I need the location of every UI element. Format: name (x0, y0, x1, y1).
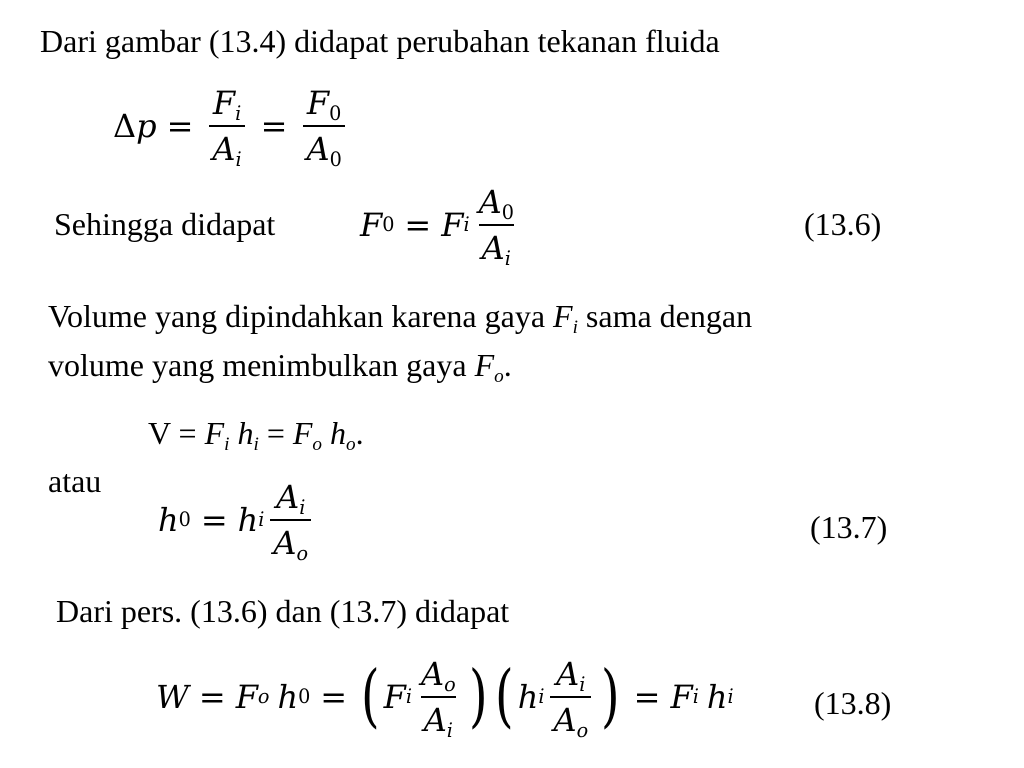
var-F: F (360, 206, 383, 244)
var-A: A (273, 524, 297, 562)
left-paren: ( (361, 657, 380, 736)
var-A: A (478, 183, 502, 221)
height-equation: h 0 = h i $\frac{A_i}{A_o}$ (158, 478, 317, 562)
volume-line-1 (48, 297, 753, 338)
fraction-ai-ao (550, 655, 591, 742)
sehingga-text: Sehingga didapat (54, 206, 276, 242)
sub-0: 0 (329, 147, 342, 171)
sub-i: i (405, 685, 412, 708)
volume-line-2-post: . (503, 347, 512, 383)
volume-line-1-pre: Volume yang dipindahkan karena gaya (48, 298, 554, 334)
var-A: A (306, 130, 330, 168)
sub-i: i (224, 433, 230, 455)
var-h: h (277, 678, 299, 716)
equals-sign: = (266, 415, 285, 451)
fraction-fi-ai (209, 84, 244, 171)
sub-i: i (692, 685, 699, 708)
var-A: A (212, 130, 236, 168)
var-F: F (441, 206, 464, 244)
sub-i: i (727, 685, 734, 708)
var-h: h (237, 501, 259, 539)
var-V: V (148, 415, 171, 451)
var-F: F (204, 415, 225, 451)
sub-o: o (444, 672, 456, 696)
var-F: F (306, 84, 330, 122)
fraction-a0-ai (476, 183, 517, 270)
var-F: F (383, 678, 406, 716)
sub-i: i (253, 433, 259, 455)
sub-i: i (538, 685, 545, 708)
var-F: F (553, 298, 573, 334)
period: . (355, 415, 364, 451)
volume-line-2 (48, 346, 512, 387)
var-h: h (517, 678, 539, 716)
dari-pers-text: Dari pers. (13.6) dan (13.7) didapat (56, 593, 510, 629)
equals-sign: = (633, 678, 661, 716)
sub-i: i (235, 101, 242, 125)
left-paren: ( (495, 657, 514, 736)
fraction-ai-ao (270, 478, 311, 565)
right-paren: ) (468, 657, 488, 736)
delta-symbol: Δ (113, 107, 137, 145)
right-paren: ) (601, 657, 620, 736)
sub-0: 0 (501, 200, 514, 224)
equals-sign: = (404, 206, 432, 244)
fraction-f0-a0 (303, 84, 344, 171)
work-equation: W = F o h 0 = ( F i $\frac{A_o}{A_i}$ ) ( h i $\frac{A_i}{A_o}$ ) = F i h i (156, 655, 734, 742)
var-A: A (556, 655, 580, 693)
sub-i: i (579, 672, 586, 696)
var-h: h (158, 501, 179, 539)
atau-text: atau (48, 463, 102, 499)
equals-sign: = (178, 415, 197, 451)
var-A: A (420, 655, 445, 693)
sub-o: o (312, 433, 322, 455)
sub-i: i (463, 213, 470, 236)
var-F: F (292, 415, 313, 451)
sub-i: i (572, 316, 578, 338)
var-p: p (136, 107, 157, 145)
sub-0: 0 (329, 101, 342, 125)
var-A: A (423, 701, 447, 739)
equals-sign: = (260, 107, 288, 145)
sub-i: i (258, 508, 265, 531)
var-F: F (212, 84, 236, 122)
equals-sign: = (320, 678, 348, 716)
sub-o: o (346, 433, 356, 455)
sub-o: o (257, 685, 270, 708)
volume-equation (148, 414, 364, 455)
sub-i: i (446, 718, 453, 742)
var-h: h (237, 415, 254, 451)
equation-number-13-7: (13.7) (810, 509, 888, 545)
var-h: h (706, 678, 728, 716)
pressure-equation (113, 84, 351, 171)
var-F: F (670, 678, 693, 716)
var-F: F (235, 678, 258, 716)
equals-sign: = (200, 501, 228, 539)
equation-number-13-6: (13.6) (804, 206, 882, 242)
volume-line-2-pre: volume yang menimbulkan gaya (48, 347, 475, 383)
intro-text: Dari gambar (13.4) didapat perubahan tekanan fluida (40, 23, 720, 59)
sub-o: o (576, 718, 589, 742)
volume-line-1-post: sama dengan (577, 298, 753, 334)
sub-o: o (494, 365, 504, 387)
equation-number-13-8: (13.8) (814, 685, 892, 721)
var-A: A (276, 478, 300, 516)
fraction-ao-ai (418, 655, 459, 742)
var-A: A (553, 701, 577, 739)
equals-sign: = (198, 678, 226, 716)
var-W: W (156, 678, 189, 716)
force-output-equation: F 0 = F i $\frac{A_0}{A_i}$ (360, 183, 523, 267)
sub-i: i (235, 147, 242, 171)
sub-o: o (296, 541, 309, 565)
var-F: F (474, 347, 495, 383)
var-h: h (330, 415, 346, 451)
sub-i: i (299, 495, 306, 519)
var-A: A (481, 229, 505, 267)
equals-sign: = (166, 107, 194, 145)
sub-i: i (504, 246, 511, 270)
